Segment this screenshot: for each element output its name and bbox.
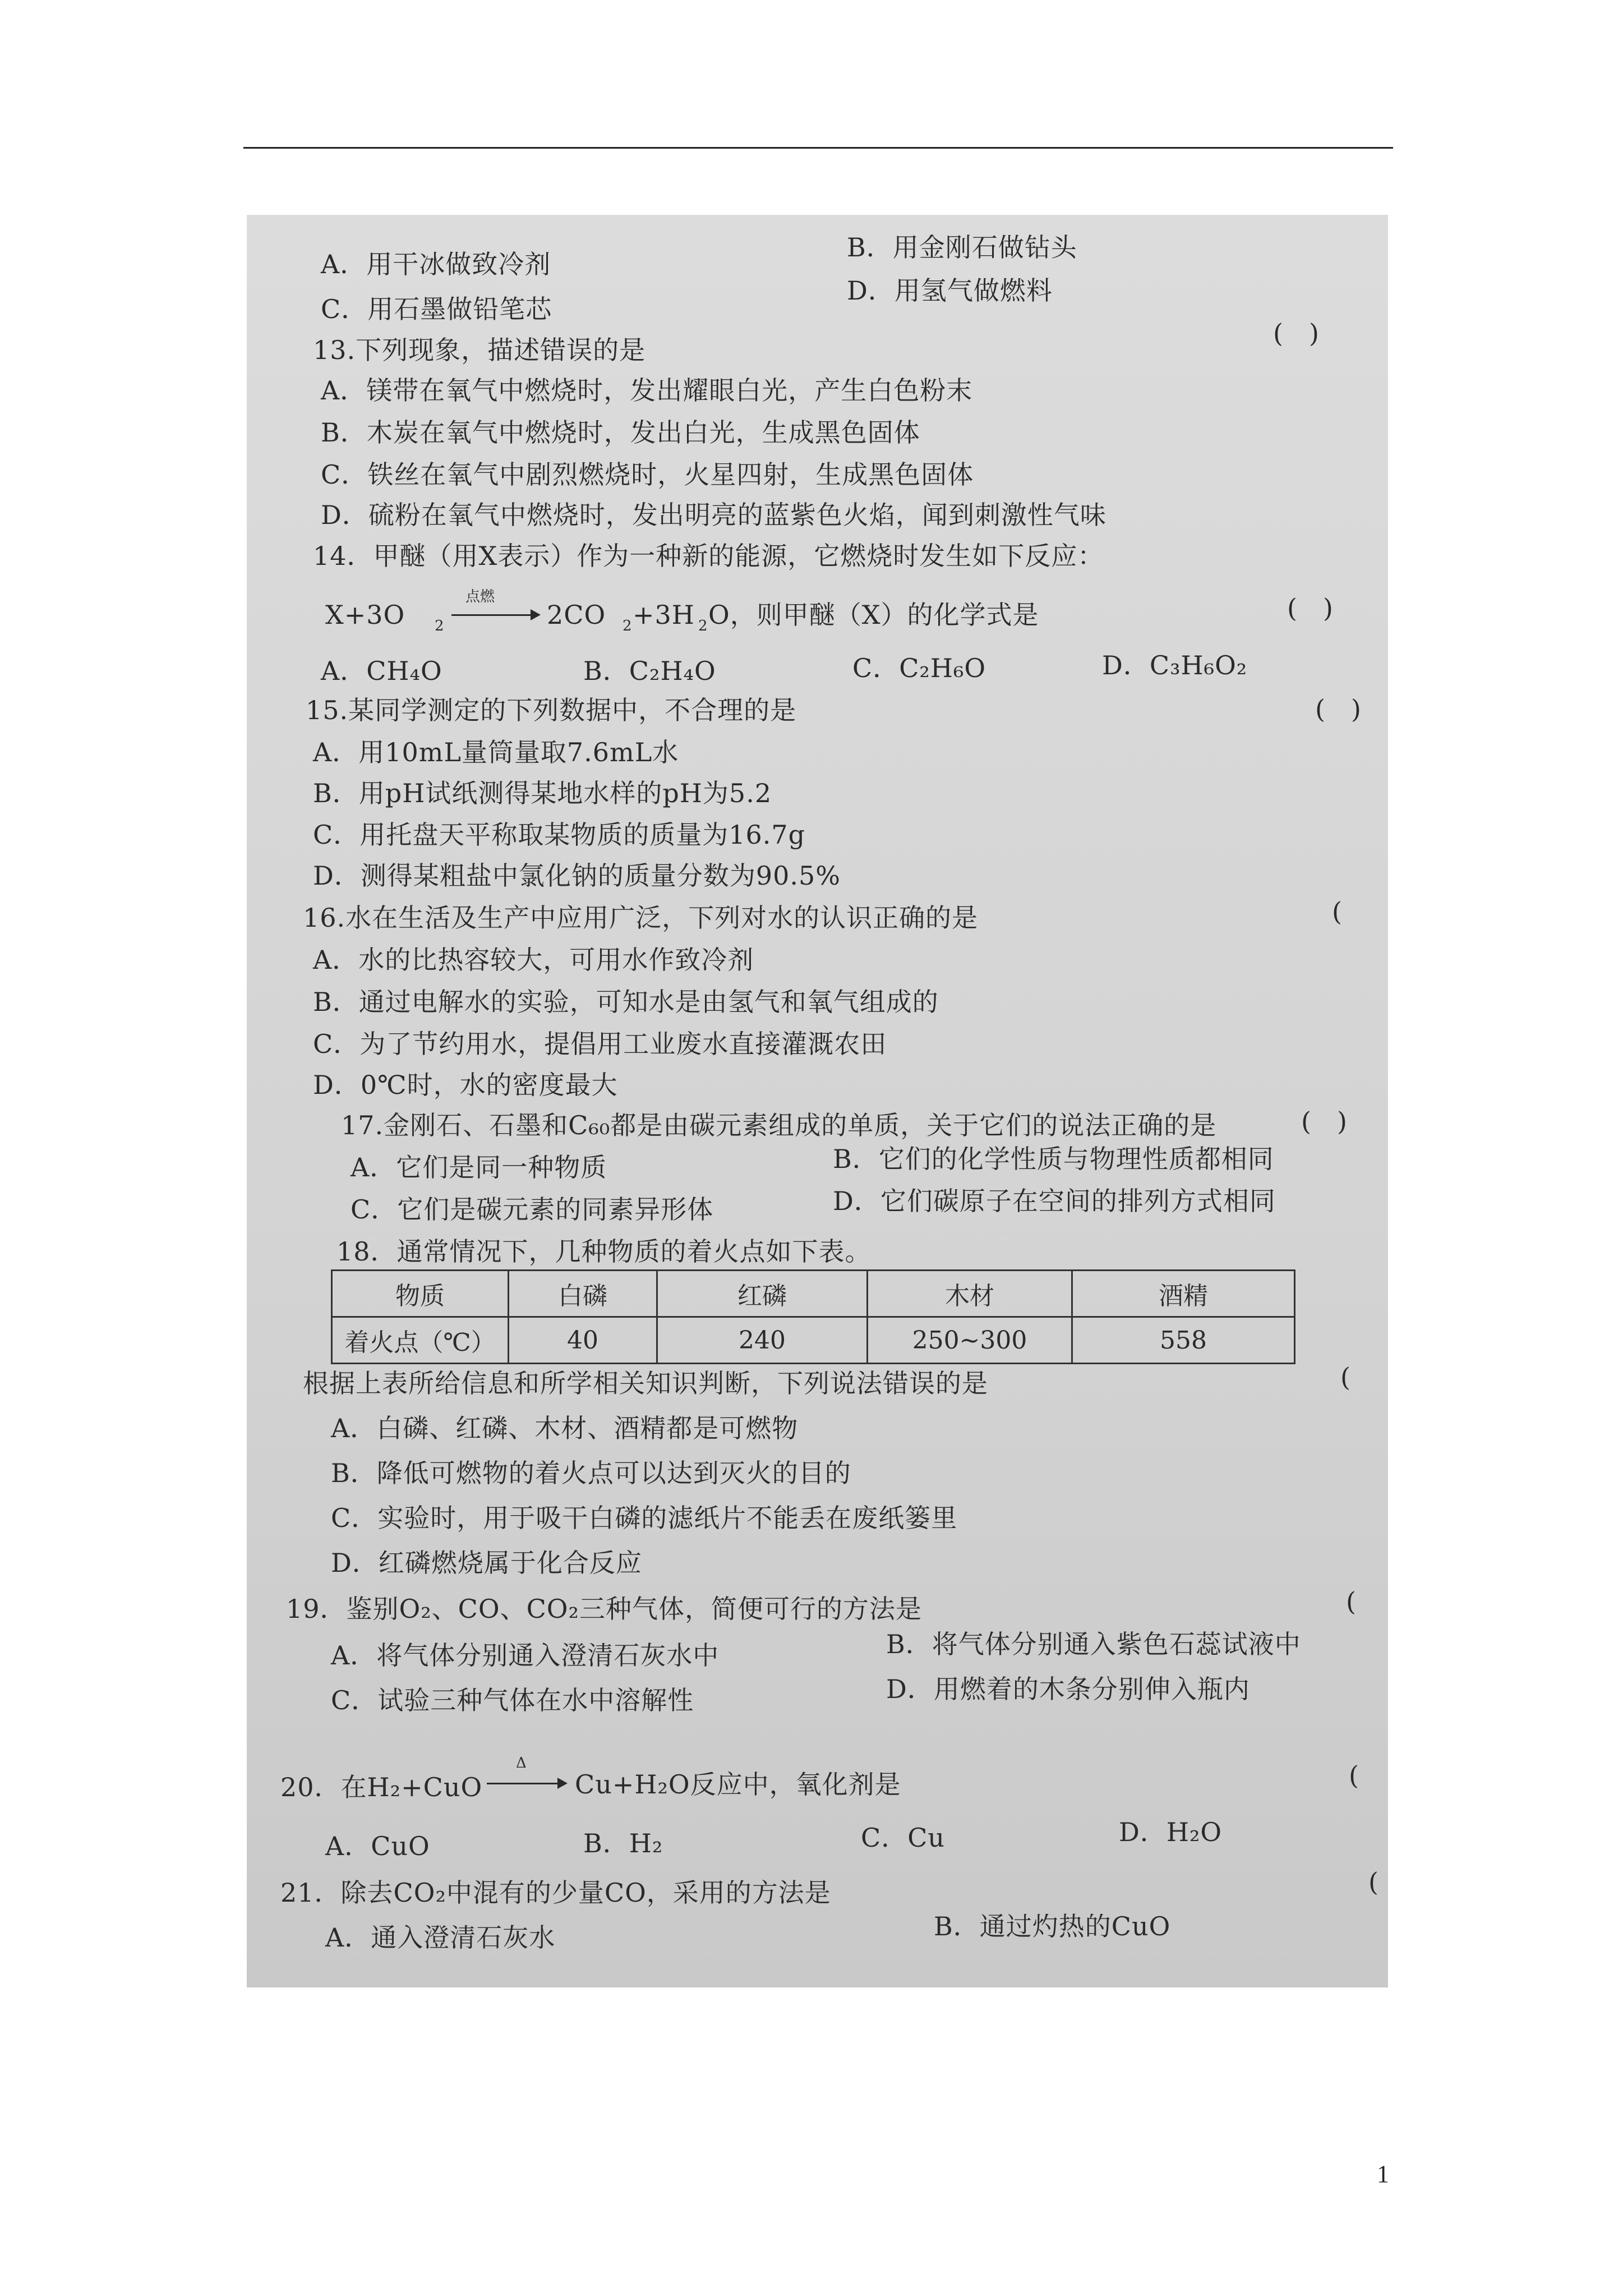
q21-option-b: B．通过灼热的CuO — [934, 1911, 1171, 1941]
q20-option-a: A．CuO — [325, 1831, 430, 1861]
q12-option-b: B．用金刚石做钻头 — [847, 232, 1077, 263]
q21-stem: 21．除去CO₂中混有的少量CO，采用的方法是 — [280, 1878, 831, 1908]
q15-option-a: A．用10mL量筒量取7.6mL水 — [313, 737, 679, 767]
q20-stem-pre: 20．在H₂+CuO — [280, 1772, 483, 1802]
q20-stem-post: Cu+H₂O反应中，氧化剂是 — [575, 1769, 901, 1800]
q17-stem: 17.金刚石、石墨和C₆₀都是由碳元素组成的单质，关于它们的说法正确的是 — [341, 1110, 1217, 1140]
table-cell: 着火点（℃） — [332, 1317, 509, 1364]
header-rule — [243, 147, 1393, 149]
q14-option-d: D．C₃H₆O₂ — [1102, 650, 1248, 680]
q14-stem: 14．甲醚（用X表示）作为一种新的能源，它燃烧时发生如下反应： — [313, 541, 1104, 571]
q14-eq-tail: O，则甲醚（X）的化学式是 — [708, 600, 1039, 630]
q19-stem: 19．鉴别O₂、CO、CO₂三种气体，简便可行的方法是 — [286, 1594, 922, 1624]
q13-option-d: D．硫粉在氧气中燃烧时，发出明亮的蓝紫色火焰，闻到刺激性气味 — [321, 500, 1106, 530]
table-row — [332, 1317, 1295, 1364]
q20-condition: Δ — [516, 1755, 527, 1772]
q18-answer-paren: ( — [1340, 1362, 1350, 1392]
q17-answer-paren: ( ) — [1301, 1106, 1347, 1137]
q16-option-d: D．0℃时，水的密度最大 — [313, 1070, 618, 1100]
reaction-arrow-icon — [487, 1783, 565, 1784]
table-header-row — [332, 1271, 1295, 1317]
q19-option-c: C．试验三种气体在水中溶解性 — [331, 1685, 694, 1715]
q13-option-c: C．铁丝在氧气中剧烈燃烧时，火星四射，生成黑色固体 — [321, 459, 974, 490]
q18-option-a: A．白磷、红磷、木材、酒精都是可燃物 — [331, 1413, 799, 1443]
reaction-arrow-icon — [451, 614, 538, 616]
q20-option-d: D．H₂O — [1119, 1817, 1223, 1847]
q18-stem: 18．通常情况下，几种物质的着火点如下表。 — [336, 1236, 872, 1267]
q12-option-d: D．用氢气做燃料 — [847, 275, 1053, 306]
table-cell: 250~300 — [868, 1317, 1072, 1364]
q18-option-c: C．实验时，用于吸干白磷的滤纸片不能丢在废纸篓里 — [331, 1503, 958, 1533]
q13-answer-paren: ( ) — [1273, 318, 1319, 348]
q16-option-c: C．为了节约用水，提倡用工业废水直接灌溉农田 — [313, 1029, 887, 1059]
q12-option-a: A．用干冰做致冷剂 — [321, 249, 551, 279]
q19-option-d: D．用燃着的木条分别伸入瓶内 — [886, 1674, 1250, 1704]
table-cell: 558 — [1072, 1317, 1295, 1364]
q14-eq-right: 2CO — [547, 600, 606, 630]
q15-stem: 15.某同学测定的下列数据中，不合理的是 — [306, 695, 797, 725]
q15-option-b: B．用pH试纸测得某地水样的pH为5.2 — [313, 778, 772, 808]
q19-answer-paren: ( — [1346, 1586, 1356, 1617]
q14-option-b: B．C₂H₄O — [583, 656, 716, 686]
q15-answer-paren: ( ) — [1315, 694, 1361, 724]
q14-option-c: C．C₂H₆O — [852, 653, 986, 683]
q13-stem: 13.下列现象，描述错误的是 — [313, 335, 646, 365]
q19-option-a: A．将气体分别通入澄清石灰水中 — [331, 1640, 720, 1671]
table-cell: 240 — [657, 1317, 868, 1364]
q20-answer-paren: ( — [1349, 1760, 1359, 1791]
q17-option-b: B．它们的化学性质与物理性质都相同 — [833, 1144, 1274, 1174]
table-header-cell: 木材 — [868, 1271, 1072, 1317]
q14-eq-left: X+3O — [325, 600, 405, 630]
page-number: 1 — [1377, 2160, 1389, 2188]
q16-option-a: A．水的比热容较大，可用水作致冷剂 — [313, 945, 754, 975]
q17-option-d: D．它们碳原子在空间的排列方式相同 — [833, 1186, 1276, 1216]
q14-answer-paren: ( ) — [1287, 593, 1333, 623]
q13-option-a: A．镁带在氧气中燃烧时，发出耀眼白光，产生白色粉末 — [321, 375, 973, 406]
table-header-cell: 红磷 — [657, 1271, 868, 1317]
q15-option-d: D．测得某粗盐中氯化钠的质量分数为90.5% — [313, 861, 841, 891]
q16-answer-paren: ( — [1332, 896, 1342, 927]
q17-option-a: A．它们是同一种物质 — [351, 1152, 607, 1182]
q15-option-c: C．用托盘天平称取某物质的质量为16.7g — [313, 820, 806, 850]
table-header-cell: 白磷 — [509, 1271, 657, 1317]
q16-stem: 16.水在生活及生产中应用广泛，下列对水的认识正确的是 — [303, 903, 979, 933]
q14-eq-mid: +3H — [633, 600, 695, 630]
table-header-cell: 物质 — [332, 1271, 509, 1317]
q18-lead: 根据上表所给信息和所学相关知识判断，下列说法错误的是 — [303, 1368, 988, 1398]
ignition-point-table — [331, 1269, 1295, 1364]
exam-photo — [247, 215, 1388, 1987]
q14-option-a: A．CH₄O — [321, 656, 442, 686]
q18-option-b: B．降低可燃物的着火点可以达到灭火的目的 — [331, 1458, 851, 1488]
q18-option-d: D．红磷燃烧属于化合反应 — [331, 1548, 642, 1578]
q16-option-b: B．通过电解水的实验，可知水是由氢气和氧气组成的 — [313, 987, 939, 1017]
q14-eq-condition: 点燃 — [465, 588, 495, 605]
q19-option-b: B．将气体分别通入紫色石蕊试液中 — [886, 1629, 1301, 1659]
q21-answer-paren: ( — [1368, 1867, 1378, 1897]
q20-option-b: B．H₂ — [583, 1828, 663, 1858]
q14-equation: X+3O 2 点燃 2CO 2 +3H 2 O，则甲醚（X）的化学式是 — [325, 585, 1054, 630]
q20-option-c: C．Cu — [861, 1823, 946, 1853]
q21-option-a: A．通入澄清石灰水 — [325, 1922, 556, 1953]
q13-option-b: B．木炭在氧气中燃烧时，发出白光，生成黑色固体 — [321, 417, 920, 448]
q17-option-c: C．它们是碳元素的同素异形体 — [351, 1194, 714, 1225]
q12-option-c: C．用石墨做铅笔芯 — [321, 294, 552, 324]
table-cell: 40 — [509, 1317, 657, 1364]
table-header-cell: 酒精 — [1072, 1271, 1295, 1317]
